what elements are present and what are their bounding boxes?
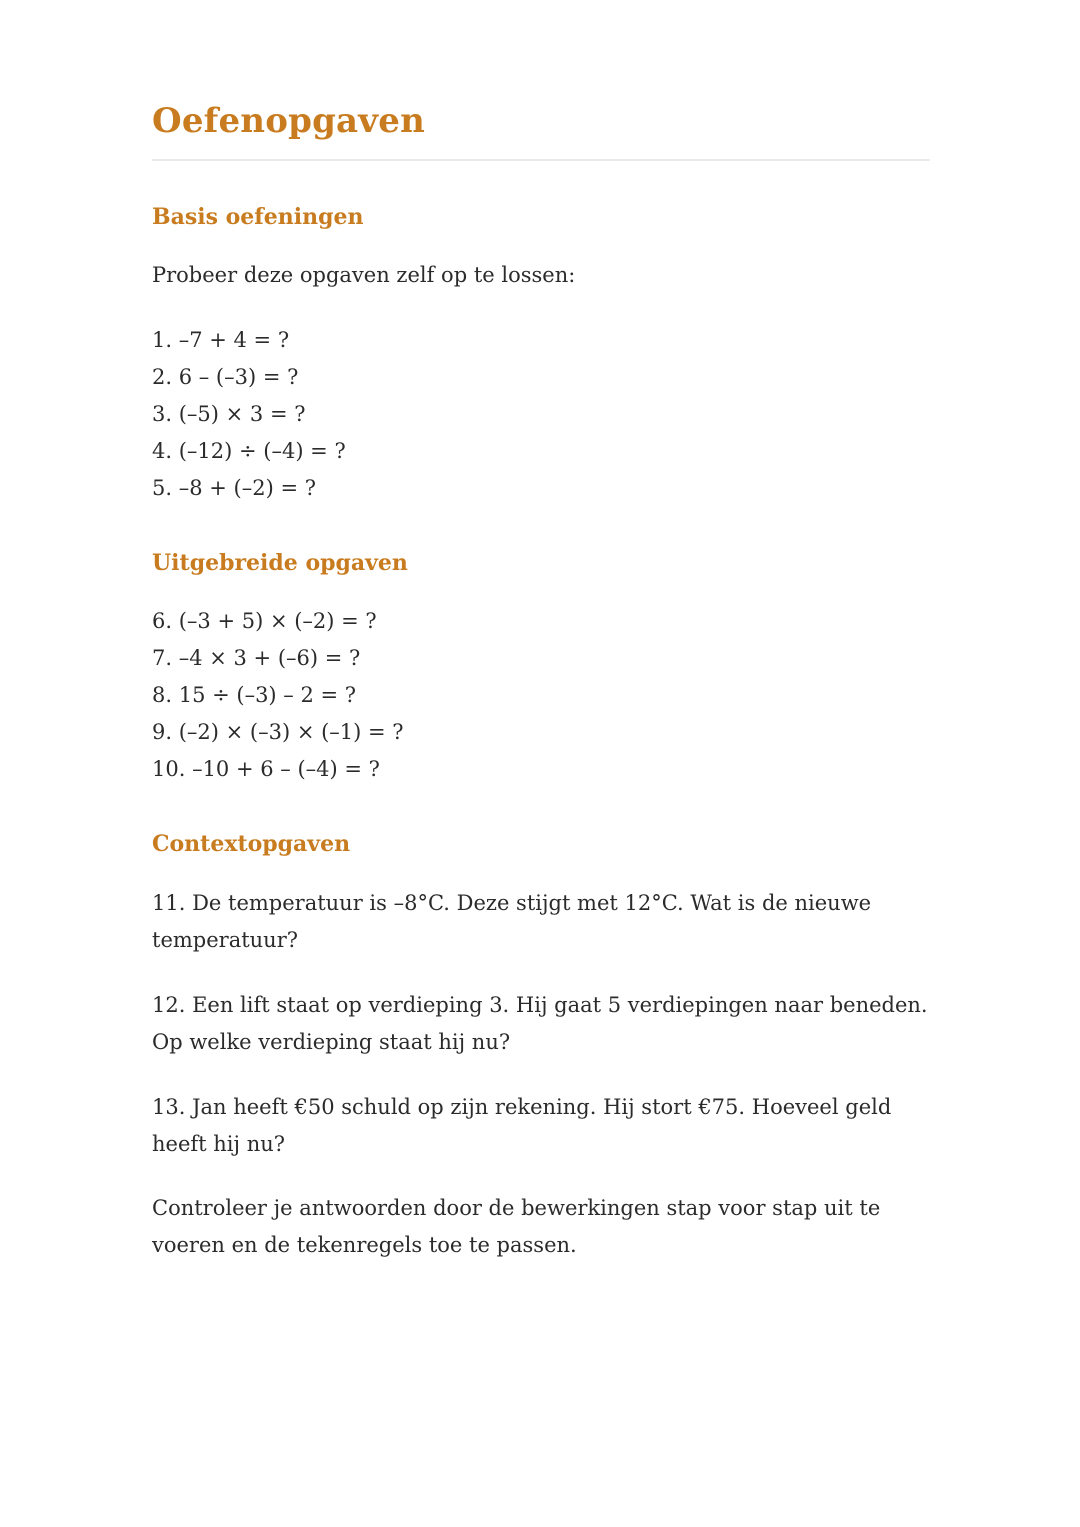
title-divider [152, 159, 930, 161]
exercise-item-6: 6. (–3 + 5) × (–2) = ? [152, 609, 377, 634]
basis-intro-paragraph: Probeer deze opgaven zelf op te lossen: [152, 263, 576, 288]
closing-paragraph: Controleer je antwoorden door de bewerkingen stap voor stap uit te voeren en de tekenregels toe te passen. [152, 1196, 881, 1258]
section-heading-basis-oefeningen: Basis oefeningen [152, 203, 364, 230]
page-title: Oefenopgaven [152, 101, 425, 141]
exercise-item-1: 1. –7 + 4 = ? [152, 328, 290, 353]
section-heading-contextopgaven: Contextopgaven [152, 831, 351, 858]
context-problem-13: 13. Jan heeft €50 schuld op zijn rekening. Hij stort €75. Hoeveel geld heeft hij nu? [152, 1094, 892, 1156]
exercise-item-5: 5. –8 + (–2) = ? [152, 475, 316, 500]
context-problem-12: 12. Een lift staat op verdieping 3. Hij gaat 5 verdiepingen naar beneden. Op welke verdieping staat hij nu? [152, 992, 928, 1054]
context-problem-11: 11. De temperatuur is –8°C. Deze stijgt met 12°C. Wat is de nieuwe temperatuur? [152, 890, 872, 952]
exercise-item-8: 8. 15 ÷ (–3) – 2 = ? [152, 683, 357, 708]
exercise-item-2: 2. 6 – (–3) = ? [152, 365, 299, 389]
exercise-item-3: 3. (–5) × 3 = ? [152, 401, 306, 426]
section-heading-uitgebreide-opgaven: Uitgebreide opgaven [152, 549, 408, 576]
uitgebreid-exercise-list [152, 603, 930, 788]
basis-exercise-list [152, 322, 930, 507]
exercise-item-4: 4. (–12) ÷ (–4) = ? [152, 438, 346, 463]
exercise-item-7: 7. –4 × 3 + (–6) = ? [152, 646, 361, 671]
exercise-item-10: 10. –10 + 6 – (–4) = ? [152, 757, 380, 782]
exercise-item-9: 9. (–2) × (–3) × (–1) = ? [152, 720, 404, 745]
